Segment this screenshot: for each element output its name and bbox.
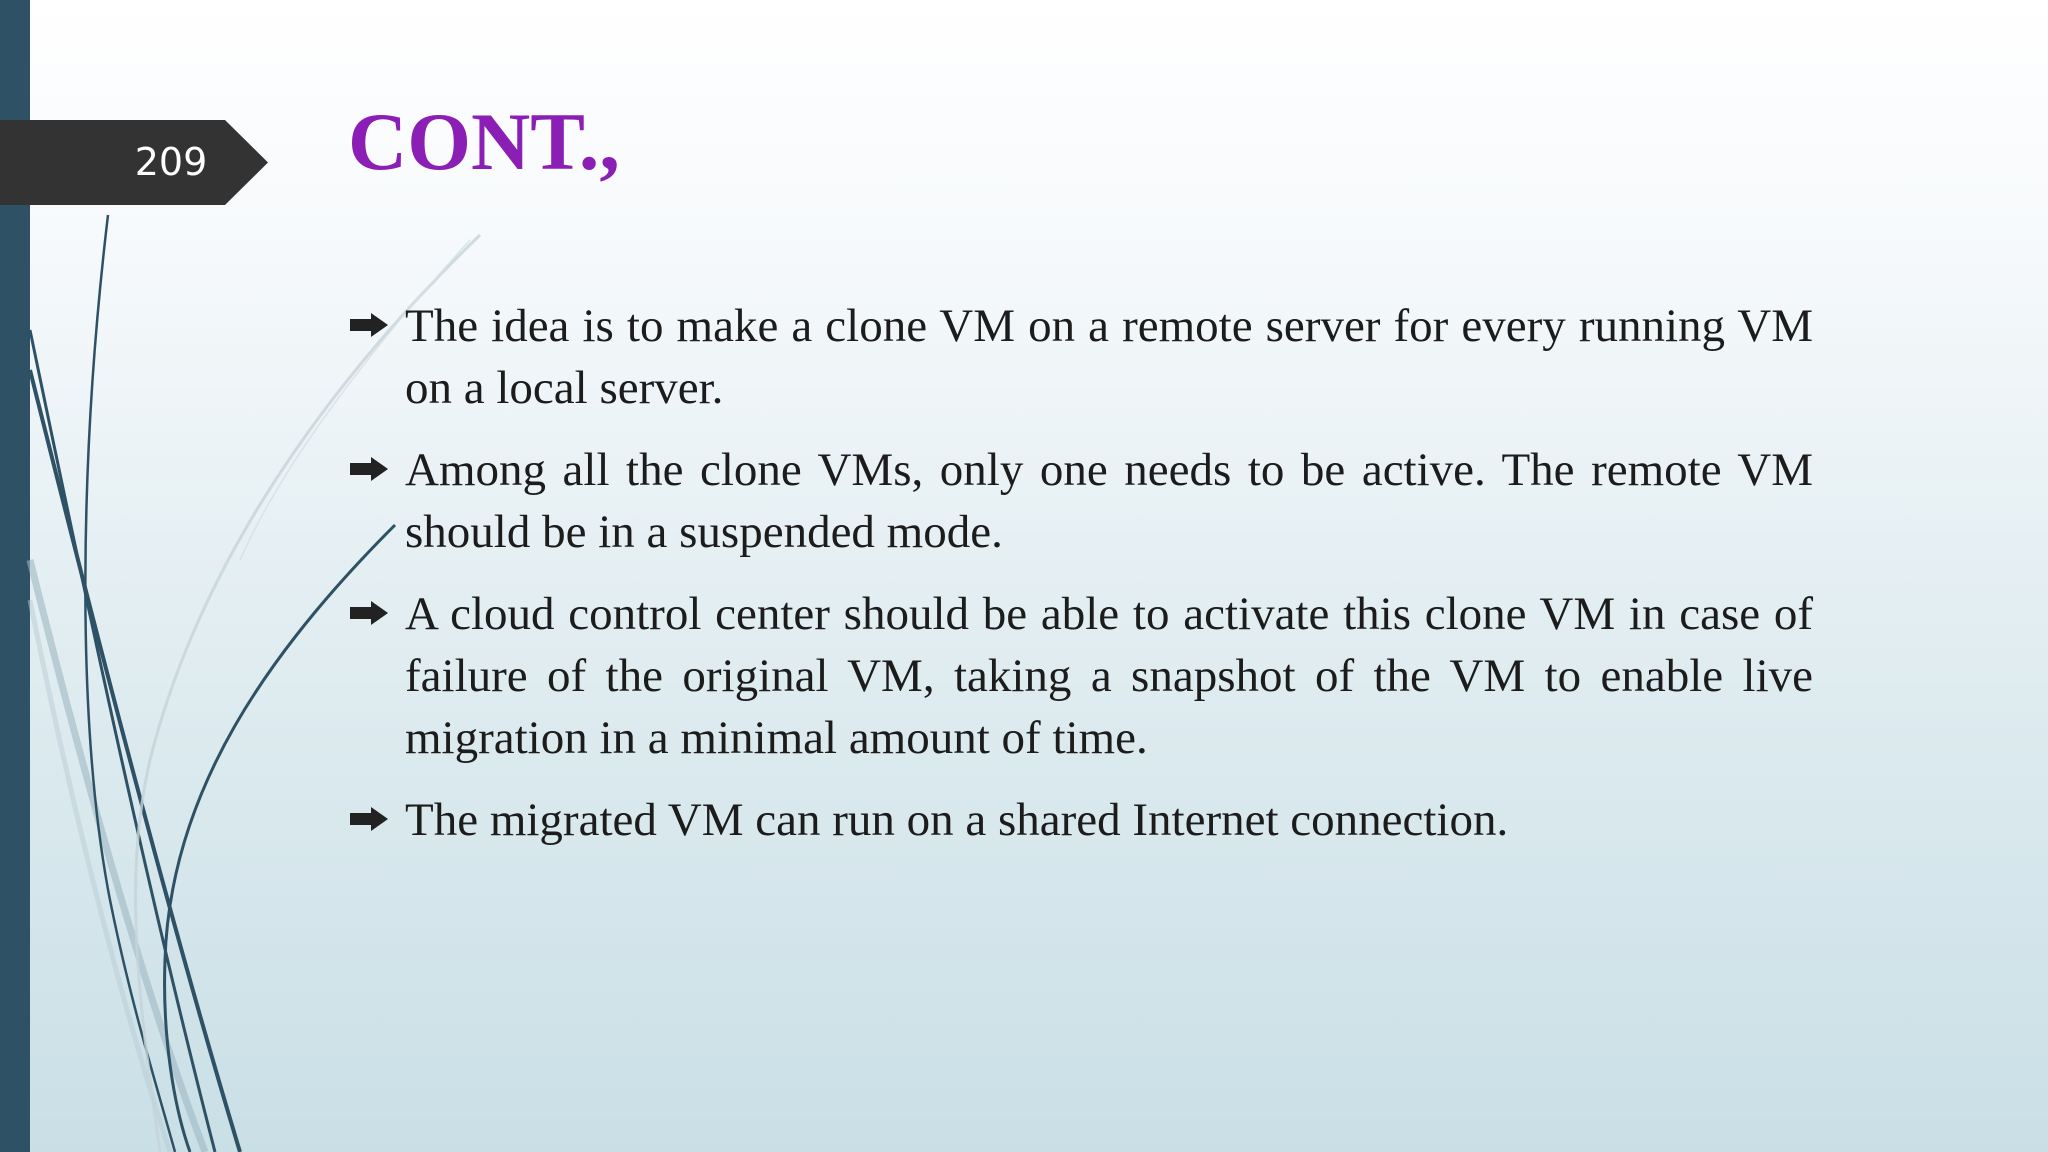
- bullet-text: The migrated VM can run on a shared Internet connection.: [405, 794, 1509, 846]
- right-arrow-icon: [348, 806, 389, 832]
- right-arrow-icon: [348, 312, 389, 338]
- bullet-text: A cloud control center should be able to activate this clone VM in case of failure of the original VM, taking a snapshot of the VM to enable live migration in a minimal amount of time.: [405, 588, 1813, 764]
- right-arrow-icon: [348, 600, 389, 626]
- bullet-text: The idea is to make a clone VM on a remote server for every running VM on a local server.: [405, 300, 1813, 414]
- page-number: 209: [134, 140, 208, 184]
- bullet-item: [348, 789, 1813, 851]
- slide-title: CONT.,: [348, 96, 620, 187]
- bullet-list: [348, 295, 1813, 871]
- bullet-item: [348, 295, 1813, 419]
- bullet-item: [348, 439, 1813, 563]
- page-number-tag: [0, 120, 268, 205]
- bullet-text: Among all the clone VMs, only one needs to be active. The remote VM should be in a suspended mode.: [405, 444, 1813, 558]
- right-arrow-icon: [348, 456, 389, 482]
- bullet-item: [348, 583, 1813, 769]
